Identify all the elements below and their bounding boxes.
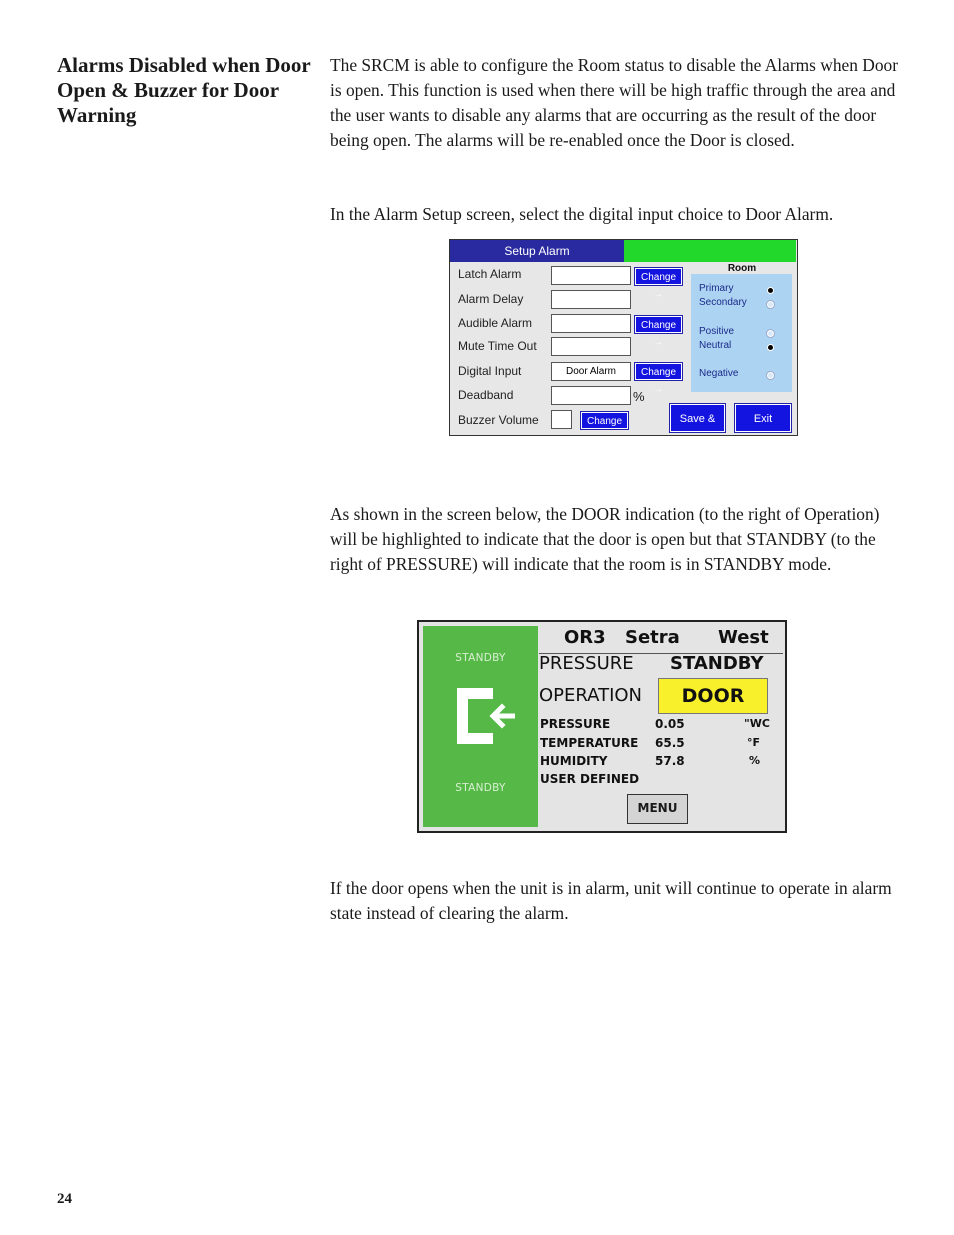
room-positive-radio[interactable] (767, 330, 774, 337)
standby-top-label: STANDBY (455, 652, 506, 664)
room-positive-label: Positive (699, 326, 735, 337)
room-neutral-radio[interactable] (767, 344, 774, 351)
reading-label: PRESSURE (540, 717, 611, 731)
room-negative-radio[interactable] (767, 372, 774, 379)
reading-label: USER DEFINED (540, 772, 640, 786)
reading-value: 57.8 (655, 754, 685, 768)
status-indicator-bar (624, 240, 796, 262)
mute-time-out-label: Mute Time Out (458, 339, 537, 353)
deadband-unit: % (633, 389, 645, 404)
reading-unit: "WC (744, 717, 770, 730)
building-name: Setra (625, 627, 680, 648)
page-number: 24 (57, 1191, 72, 1207)
room-primary-radio[interactable] (767, 287, 774, 294)
door-indicator: DOOR (658, 678, 768, 714)
digital-input-field[interactable]: Door Alarm (551, 362, 631, 381)
audible-alarm-change-button[interactable]: Change → (635, 316, 682, 333)
menu-button[interactable]: MENU (627, 794, 688, 824)
latch-alarm-label: Latch Alarm (458, 267, 522, 281)
exit-button[interactable]: Exit (735, 404, 791, 432)
reading-unit: % (749, 754, 761, 767)
room-negative-label: Negative (699, 368, 739, 379)
pressure-heading: PRESSURE (539, 653, 634, 674)
buzzer-volume-label: Buzzer Volume (458, 413, 539, 427)
standby-bottom-label: STANDBY (455, 782, 506, 794)
reading-value: 65.5 (655, 736, 685, 750)
reading-label: TEMPERATURE (540, 736, 639, 750)
alarm-state-paragraph: If the door opens when the unit is in alarm, unit will continue to operate in alarm state instead of clearing the alarm. (330, 878, 892, 923)
alarm-delay-label: Alarm Delay (458, 292, 524, 306)
wing-name: West (718, 627, 769, 648)
digital-input-change-button[interactable]: Change → (635, 363, 682, 380)
room-title: Room (727, 263, 757, 274)
instruction-paragraph: In the Alarm Setup screen, select the digital input choice to Door Alarm. (330, 204, 834, 224)
room-status-screen (417, 620, 787, 833)
reading-value: 0.05 (655, 717, 685, 731)
door-indication-paragraph: As shown in the screen below, the DOOR indication (to the right of Operation) will be highlighted to indicate that the door is open but that STANDBY (to the right of PRESSURE) will indicate that the room is in STANDBY mode. (330, 504, 880, 574)
reading-unit: °F (747, 736, 761, 749)
latch-alarm-field[interactable] (551, 266, 631, 285)
audible-alarm-field[interactable] (551, 314, 631, 333)
deadband-field[interactable] (551, 386, 631, 405)
mute-time-out-field[interactable] (551, 337, 631, 356)
digital-input-label: Digital Input (458, 364, 522, 378)
section-heading: Alarms Disabled when Door Open & Buzzer for Door Warning (57, 53, 311, 127)
intro-paragraph: The SRCM is able to configure the Room status to disable the Alarms when Door is open. This function is used when there will be high traffic through the area and the user wants to disable any alarms that are occurring as the result of the door being open. The alarms will be re-enabled once the Door is closed. (330, 55, 899, 150)
buzzer-volume-change-button[interactable]: Change → (581, 412, 628, 429)
door-exit-icon (455, 686, 515, 746)
room-primary-label: Primary (699, 283, 734, 294)
room-name: OR3 (564, 627, 606, 648)
pressure-status: STANDBY (670, 653, 764, 674)
room-secondary-label: Secondary (699, 297, 747, 308)
deadband-label: Deadband (458, 388, 514, 402)
latch-alarm-change-button[interactable]: Change → (635, 268, 682, 285)
reading-label: HUMIDITY (540, 754, 608, 768)
buzzer-volume-field[interactable] (551, 410, 572, 429)
operation-heading: OPERATION (539, 685, 643, 706)
audible-alarm-label: Audible Alarm (458, 316, 533, 330)
setup-alarm-screen (449, 239, 798, 453)
room-neutral-label: Neutral (699, 340, 732, 351)
setup-alarm-title: Setup Alarm (450, 240, 624, 262)
alarm-delay-field[interactable] (551, 290, 631, 309)
room-secondary-radio[interactable] (767, 301, 774, 308)
standby-status-panel (423, 626, 538, 827)
save-exit-button[interactable]: Save & Exit (670, 404, 725, 432)
